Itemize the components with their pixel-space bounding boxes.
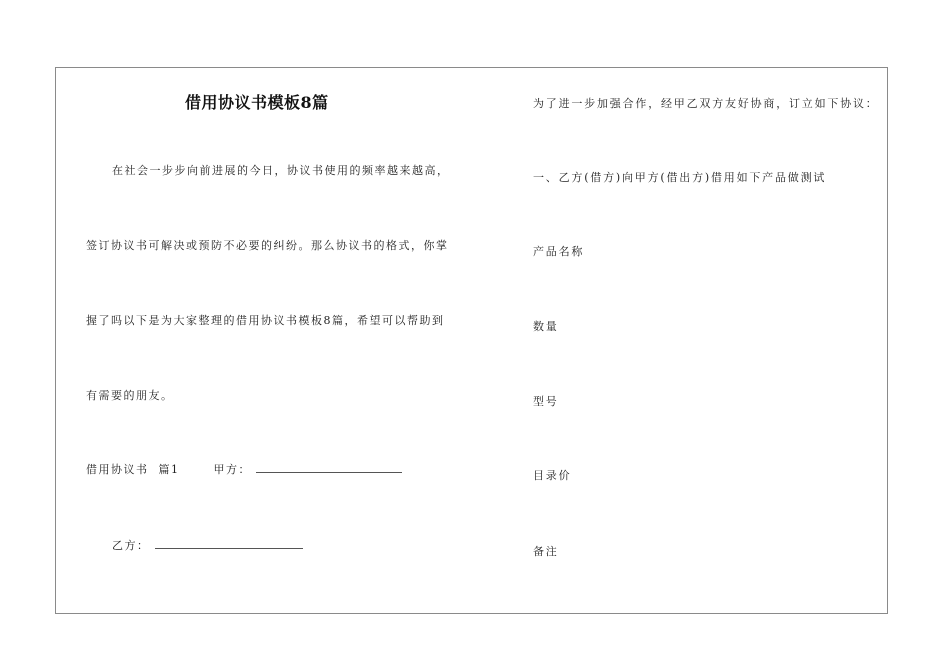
- document-title: 借用协议书模板8篇: [185, 93, 329, 112]
- agreement-intro-line: 为了进一步加强合作，经甲乙双方友好协商，订立如下协议：: [533, 97, 879, 110]
- field-product-name: 产品名称: [533, 245, 585, 258]
- party-a-blank-line: [256, 461, 402, 473]
- intro-paragraph-line-3: 握了吗以下是为大家整理的借用协议书模板8篇，希望可以帮助到: [86, 314, 445, 327]
- field-quantity: 数量: [533, 320, 559, 333]
- clause-one-line: 一、乙方(借方)向甲方(借出方)借用如下产品做测试: [533, 171, 827, 184]
- party-b-label: 乙方：: [112, 539, 150, 552]
- section-heading-line: [86, 461, 402, 477]
- party-a-label: 甲方：: [213, 463, 251, 476]
- section-heading: 借用协议书 篇1: [86, 463, 180, 476]
- field-list-price: 目录价: [533, 469, 572, 482]
- field-model: 型号: [533, 395, 559, 408]
- party-b-blank-line: [155, 537, 303, 549]
- intro-paragraph-line-2: 签订协议书可解决或预防不必要的纠纷。那么协议书的格式，你掌: [86, 239, 449, 252]
- intro-paragraph-line-1: 在社会一步步向前进展的今日，协议书使用的频率越来越高，: [112, 164, 450, 177]
- page-border: [55, 67, 888, 614]
- party-b-line: [112, 537, 303, 553]
- intro-paragraph-line-4: 有需要的朋友。: [86, 389, 174, 402]
- field-remarks: 备注: [533, 545, 559, 558]
